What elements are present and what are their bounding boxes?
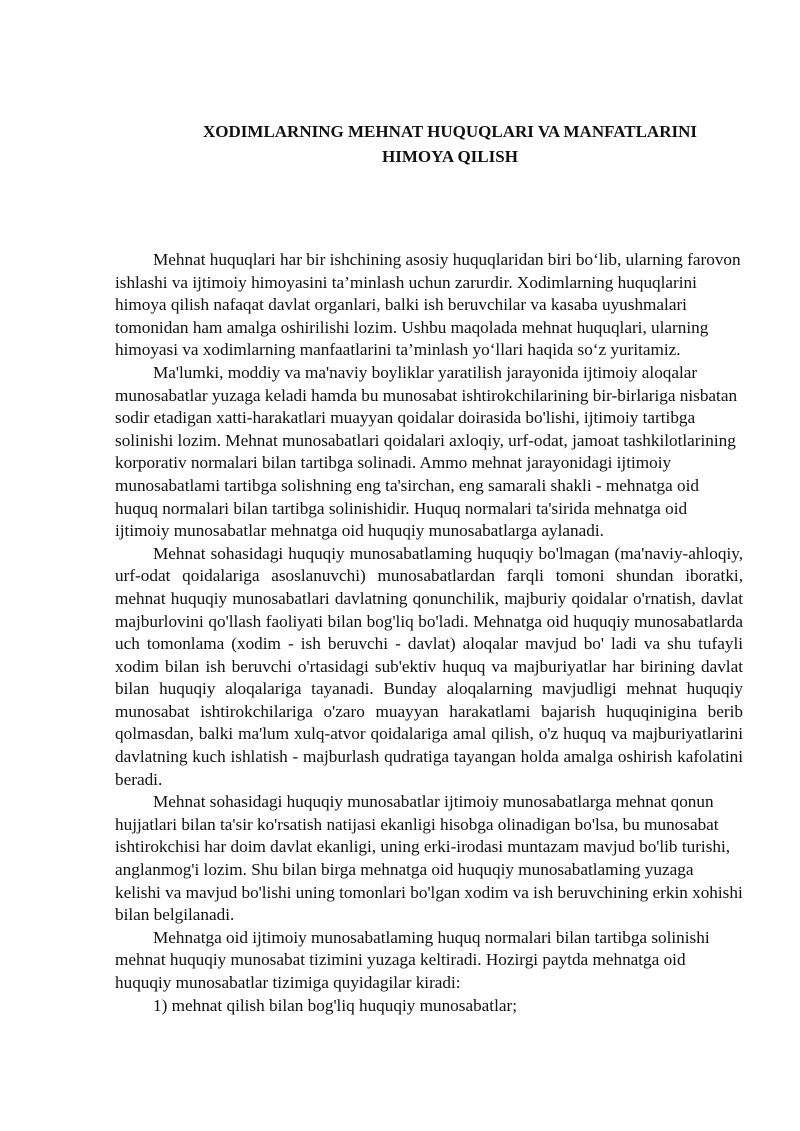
list-item-1: 1) mehnat qilish bilan bog'liq huquqiy munosabatlar;	[153, 995, 517, 1015]
paragraph-state-participant: Mehnat sohasidagi huquqiy munosabatlar ijtimoiy munosabatlarga mehnat qonun hujjatlari bilan ta'sir ko'rsatish natijasi ekanligi hisobga olinadigan bo'lsa, bu munosabat ishtirokchisi har doim davlat ekanligi, uning erki-irodasi muntazam mavjud bo'lib turishi, anglanmog'i lozim. Shu bilan birga mehnatga oid huquqiy munosabatlaming yuzaga kelishi va mavjud bo'lishi uning tomonlari bo'lgan xodim va ish beruvchining erkin xohishi bilan belgilanadi.	[115, 792, 743, 925]
title-line-2: HIMOYA QILISH	[382, 147, 518, 166]
document-title	[140, 119, 760, 169]
title-line-1: XODIMLARNING MEHNAT HUQUQLARI VA MANFATLARINI	[203, 122, 697, 141]
paragraph-social-relations: Ma'lumki, moddiy va ma'naviy boyliklar yaratilish jarayonida ijtimoiy aloqalar munosabatlar yuzaga keladi hamda bu munosabat ishtirokchilarining bir-birlariga nisbatan sodir etadigan xatti-harakatlari muayyan qoidalar doirasida bo'lishi, ijtimoiy tartibga solinishi lozim. Mehnat munosabatlari qoidalari axloqiy, urf-odat, jamoat tashkilotlarining korporativ normalari bilan tartibga solinadi. Ammo mehnat jarayonidagi ijtimoiy munosabatlami tartibga solishning eng ta'sirchan, eng samarali shakli - mehnatga oid huquq normalari bilan tartibga solinishidir. Huquq normalari ta'sirida mehnatga oid ijtimoiy munosabatlar mehnatga oid huquqiy munosabatlarga aylanadi.	[115, 362, 738, 541]
paragraph-legal-relations: Mehnat sohasidagi huquqiy munosabatlaming huquqiy bo'lmagan (ma'naviy-ahloqiy, urf-odat qoidalariga asoslanuvchi) munosabatlardan farqli tomoni shundan iboratki, mehnat huquqiy munosabatlari davlatning qonunchilik, majburiy qoidalar o'rnatish, davlat majburlovini qo'llash faoliyati bilan bog'liq bo'ladi. Mehnatga oid huquqiy munosabatlarda uch tomonlama (xodim - ish beruvchi - davlat) aloqalar mavjud bo' ladi va shu tufayli xodim bilan ish beruvchi o'rtasidagi sub'ektiv huquq va majburiyatlar har birining davlat bilan huquqiy aloqalariga tayanadi. Bunday aloqalarning mavjudligi mehnat huquqiy munosabat ishtirokchilariga o'zaro muayyan harakatlami bajarish huquqinigina berib qolmasdan, balki ma'lum xulq-atvor qoidalariga amal qilish, o'z huquq va majburiyatlarini davlatning kuch ishlatish - majburlash qudratiga tayangan holda amalga oshirish kafolatini beradi.	[115, 543, 743, 789]
paragraph-intro: Mehnat huquqlari har bir ishchining asosiy huquqlaridan biri bo‘lib, ularning farovon ishlashi va ijtimoiy himoyasini ta’minlash uchun zarurdir. Xodimlarning huquqlarini himoya qilish nafaqat davlat organlari, balki ish beruvchilar va kasaba uyushmalari tomonidan ham amalga oshirilishi lozim. Ushbu maqolada mehnat huquqlari, ularning himoyasi va xodimlarning manfaatlarini ta’minlash yo‘llari haqida so‘z yuritamiz.	[115, 250, 741, 360]
paragraph-system: Mehnatga oid ijtimoiy munosabatlaming huquq normalari bilan tartibga solinishi mehnat huquqiy munosabat tizimini yuzaga keltiradi. Hozirgi paytda mehnatga oid huquqiy munosabatlar tizimiga quyidagilar kiradi:	[115, 927, 710, 992]
document-body	[115, 249, 743, 1017]
